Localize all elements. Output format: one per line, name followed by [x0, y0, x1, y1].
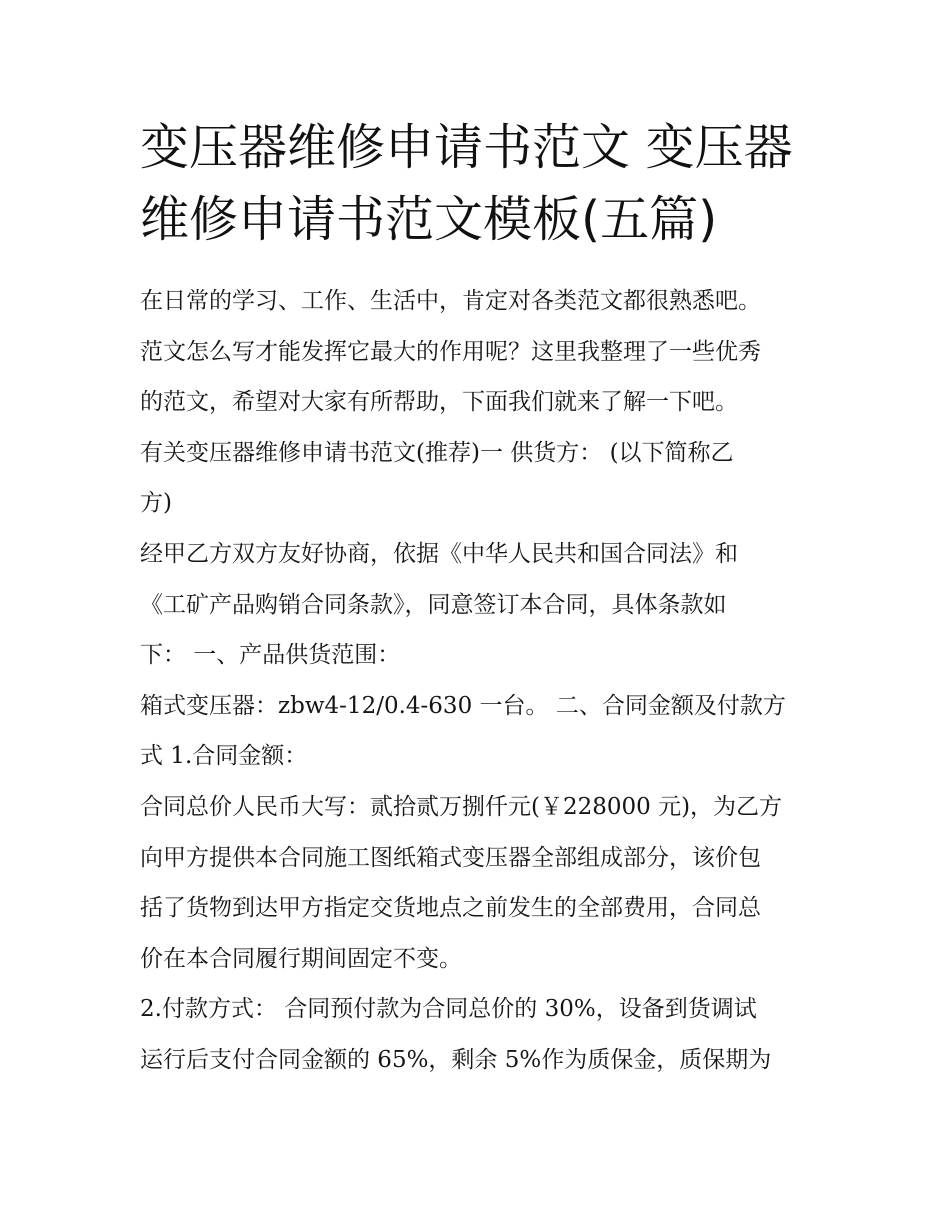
title-line-2: 维修申请书范文模板(五篇) — [140, 191, 718, 248]
body-line: 方) — [140, 490, 172, 517]
body-line: 箱式变压器：zbw4-12/0.4-630 一台。 二、合同金额及付款方 — [140, 692, 786, 719]
body-line: 下： 一、产品供货范围： — [140, 642, 401, 669]
body-line: 合同总价人民币大写：贰拾贰万捌仟元(￥228000 元)，为乙方 — [140, 793, 783, 820]
body-line: 2.付款方式： 合同预付款为合同总价的 30%，设备到货调试 — [140, 996, 757, 1023]
body-line: 括了货物到达甲方指定交货地点之前发生的全部费用，合同总 — [140, 895, 761, 922]
document-body — [140, 276, 830, 1086]
body-line: 范文怎么写才能发挥它最大的作用呢？这里我整理了一些优秀 — [140, 338, 761, 365]
body-line: 有关变压器维修申请书范文(推荐)一 供货方： (以下简称乙 — [140, 439, 734, 466]
body-line: 《工矿产品购销合同条款》，同意签订本合同，具体条款如 — [140, 591, 727, 618]
body-line: 的范文，希望对大家有所帮助，下面我们就来了解一下吧。 — [140, 389, 738, 416]
body-line: 经甲乙方双方友好协商，依据《中华人民共和国合同法》和 — [140, 540, 738, 567]
body-line: 向甲方提供本合同施工图纸箱式变压器全部组成部分，该价包 — [140, 844, 761, 871]
body-line: 运行后支付合同金额的 65%，剩余 5%作为质保金，质保期为 — [140, 1046, 772, 1073]
body-line: 在日常的学习、工作、生活中，肯定对各类范文都很熟悉吧。 — [140, 288, 761, 314]
body-line: 式 1.合同金额： — [140, 743, 308, 770]
title-line-1: 变压器维修申请书范文 变压器 — [140, 119, 793, 176]
document-title — [140, 112, 820, 256]
body-line: 价在本合同履行期间固定不变。 — [140, 945, 462, 972]
